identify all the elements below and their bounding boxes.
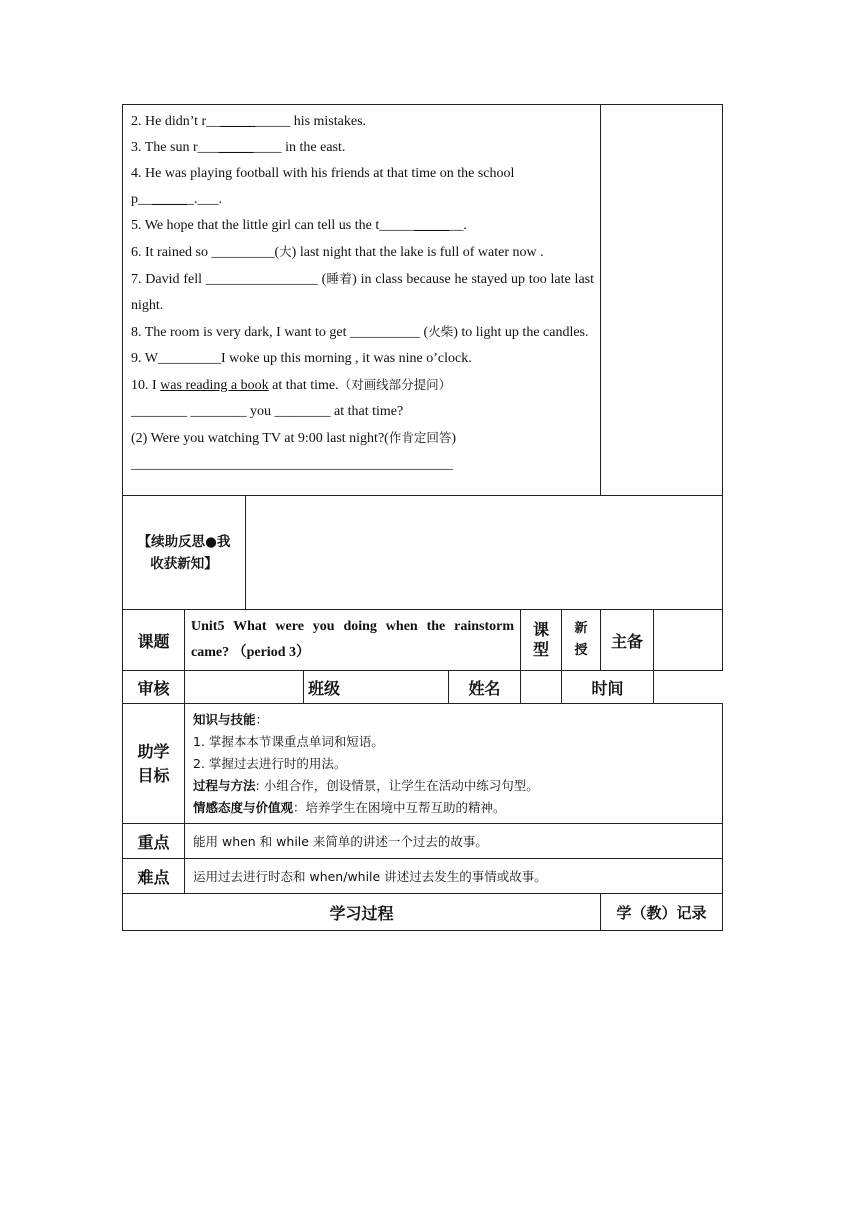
- exercise-10-part-2: (2) Were you watching TV at 9:00 last night?(作肯定回答): [131, 430, 457, 446]
- answer-line: ______________________________________________: [131, 457, 453, 472]
- class-label: 班级: [304, 671, 449, 704]
- worksheet: [122, 104, 722, 931]
- review-label: 审核: [123, 671, 185, 704]
- goal-knowledge: 知识与技能：: [193, 711, 269, 727]
- record-label: 学（教）记录: [601, 894, 723, 931]
- reflection-content: [246, 496, 723, 610]
- name-label: 姓名: [449, 671, 521, 704]
- reflection-label: 【续助反思●我收获新知】: [123, 496, 246, 610]
- exercise-5: 5. We hope that the little girl can tell us the t____________.: [131, 218, 467, 233]
- goal-knowledge-1: 1. 掌握本本节课重点单词和短语。: [193, 733, 384, 749]
- prep-label: 主备: [601, 610, 654, 671]
- key-text: 能用 when 和 while 来简单的讲述一个过去的故事。: [185, 824, 723, 859]
- exercise-list: [123, 105, 601, 496]
- goal-process: 过程与方法: 小组合作，创设情景，让学生在活动中练习句型。: [193, 777, 539, 793]
- review-value: [185, 671, 304, 704]
- exercise-10-answer-line: ________ ________ you ________ at that time?: [131, 404, 404, 419]
- goal-knowledge-2: 2. 掌握过去进行时的用法。: [193, 755, 347, 771]
- goal-emotion: 情感态度与价值观：培养学生在困境中互帮互助的精神。: [193, 799, 506, 815]
- exercise-7: 7. David fell ________________ (睡着) in class because he stayed up too late last night.: [131, 271, 594, 313]
- type-value: 新授: [562, 610, 601, 671]
- goals-table: [122, 703, 723, 931]
- goals-content: [185, 704, 723, 824]
- exercise-3: 3. The sun r____________ in the east.: [131, 140, 346, 155]
- name-value: [521, 671, 562, 704]
- difficulty-text: 运用过去进行时态和 when/while 讲述过去发生的事情或故事。: [185, 859, 723, 894]
- type-label: 课型: [521, 610, 562, 671]
- key-label: 重点: [123, 824, 185, 859]
- goals-label: 助学目标: [123, 704, 185, 824]
- exercise-6: 6. It rained so _________(大) last night that the lake is full of water now .: [131, 244, 544, 260]
- exercise-9: 9. W_________I woke up this morning , it was nine o’clock.: [131, 351, 472, 366]
- prep-value: [654, 610, 723, 671]
- process-label: 学习过程: [123, 894, 601, 931]
- exercise-table: [122, 104, 723, 496]
- exercise-8: 8. The room is very dark, I want to get __________ (火柴) to light up the candles.: [131, 324, 589, 340]
- lesson-info-table: [122, 609, 723, 704]
- exercise-10: 10. I was reading a book at that time.（对画线部分提问）: [131, 377, 452, 393]
- time-label: 时间: [562, 671, 654, 704]
- topic-label: 课题: [123, 610, 185, 671]
- exercise-4: 4. He was playing football with his friends at that time on the school p________.___.: [131, 166, 515, 207]
- exercise-2: 2. He didn’t r____________ his mistakes.: [131, 114, 367, 129]
- lesson-title: Unit5 What were you doing when the rainstorm came? （period 3）: [185, 610, 521, 671]
- reflection-table: [122, 495, 723, 610]
- difficulty-label: 难点: [123, 859, 185, 894]
- notes-column: [601, 105, 723, 496]
